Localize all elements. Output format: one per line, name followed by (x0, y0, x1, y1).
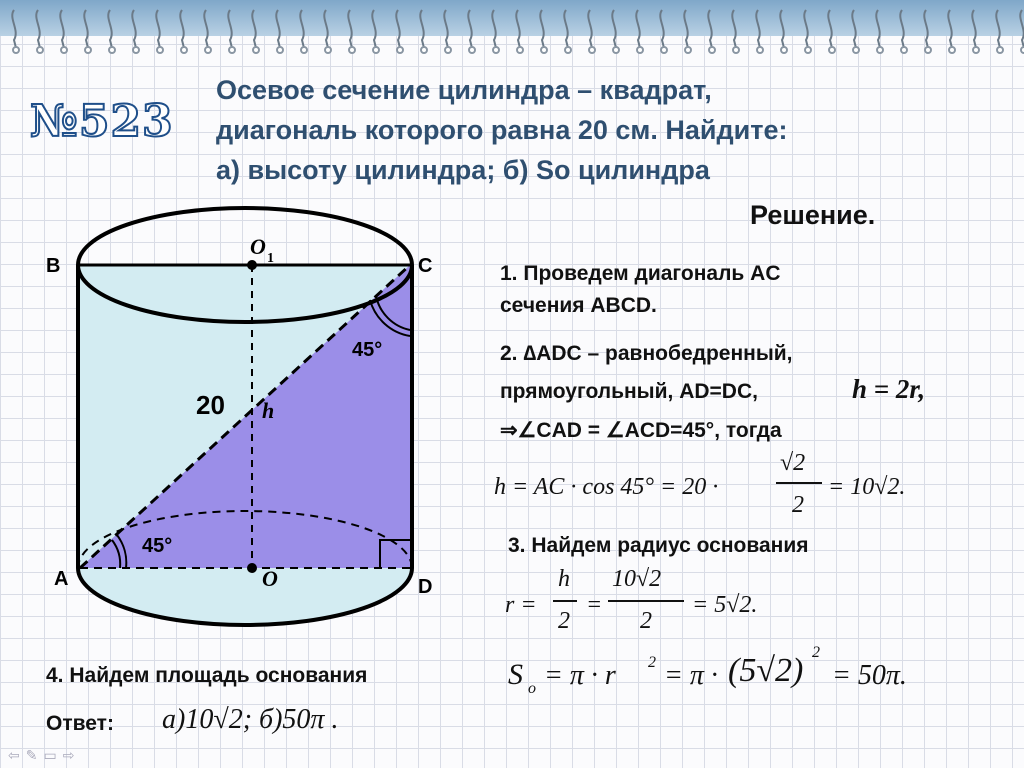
formula-s-mid: = π · r (544, 660, 616, 691)
formula-r-eq: = (586, 592, 603, 618)
formula-s-right: = 50π. (832, 660, 907, 691)
height-label: h (262, 398, 275, 423)
formula-h-num: √2 (780, 450, 806, 476)
step2-line3: ⇒∠CAD = ∠ACD=45°, тогда (500, 419, 782, 442)
formula-h-bar (776, 482, 822, 484)
slide-nav-controls[interactable] (8, 747, 80, 764)
problem-number: №523 (30, 96, 174, 147)
menu-icon[interactable]: ▭ (43, 747, 63, 763)
next-arrow-icon[interactable]: ⇨ (62, 747, 81, 763)
angle-bottom-label: 45° (142, 535, 173, 557)
formula-s: S (508, 658, 523, 691)
formula-s-paren: (5√2) (728, 652, 804, 689)
step2-line2: прямоугольный, AD=DC, (500, 380, 758, 403)
problem-line-1: Осевое сечение цилиндра – квадрат, (216, 75, 712, 105)
formula-r-left: r = (505, 592, 537, 618)
vertex-b-label: B (46, 255, 61, 277)
step1-line1: 1. Проведем диагональ AC (500, 262, 781, 285)
problem-line-3: а) высоту цилиндра; б) So цилиндра (216, 155, 710, 185)
formula-s-sup: 2 (648, 654, 656, 671)
prev-arrow-icon[interactable]: ⇦ (8, 747, 26, 763)
step4-text: 4. Найдем площадь основания (46, 664, 368, 687)
formula-r-num2: 10√2 (612, 566, 662, 592)
center-bottom-label: O (262, 566, 278, 591)
formula-h-den: 2 (792, 492, 804, 518)
formula-s-sub: o (528, 680, 536, 697)
formula-h-right: = 10√2. (828, 474, 906, 500)
solution-heading: Решение. (750, 200, 876, 230)
vertex-c-label: C (418, 255, 433, 277)
formula-s-sup2: 2 (812, 644, 820, 661)
step2-h-eq: h = 2r, (852, 374, 926, 404)
formula-r-bar2 (608, 600, 684, 602)
formula-r-den1: 2 (558, 608, 570, 634)
diagonal-length-label: 20 (196, 390, 225, 420)
vertex-d-label: D (418, 576, 433, 598)
formula-h-left: h = AC · cos 45° = 20 · (494, 474, 719, 500)
step3-text: 3. Найдем радиус основания (508, 534, 809, 557)
formula-r-den2: 2 (640, 608, 652, 634)
vertex-a-label: A (54, 568, 69, 590)
formula-r-right: = 5√2. (692, 592, 758, 618)
answer-label: Ответ: (46, 712, 114, 735)
answer-value: а)10√2; б)50π . (162, 704, 339, 735)
formula-r-num1: h (558, 566, 570, 592)
problem-line-2: диагональ которого равна 20 см. Найдите: (216, 115, 788, 145)
pen-icon[interactable]: ✎ (25, 747, 44, 763)
formula-r-bar1 (553, 600, 577, 602)
formula-s-mid2: = π · (664, 660, 718, 691)
center-top-subscript: 1 (267, 251, 274, 266)
step2-line1: 2. ∆ADC – равнобедренный, (500, 342, 793, 365)
center-top-label: O (250, 234, 266, 259)
angle-top-label: 45° (352, 339, 383, 361)
step1-line2: сечения ABCD. (500, 294, 657, 317)
